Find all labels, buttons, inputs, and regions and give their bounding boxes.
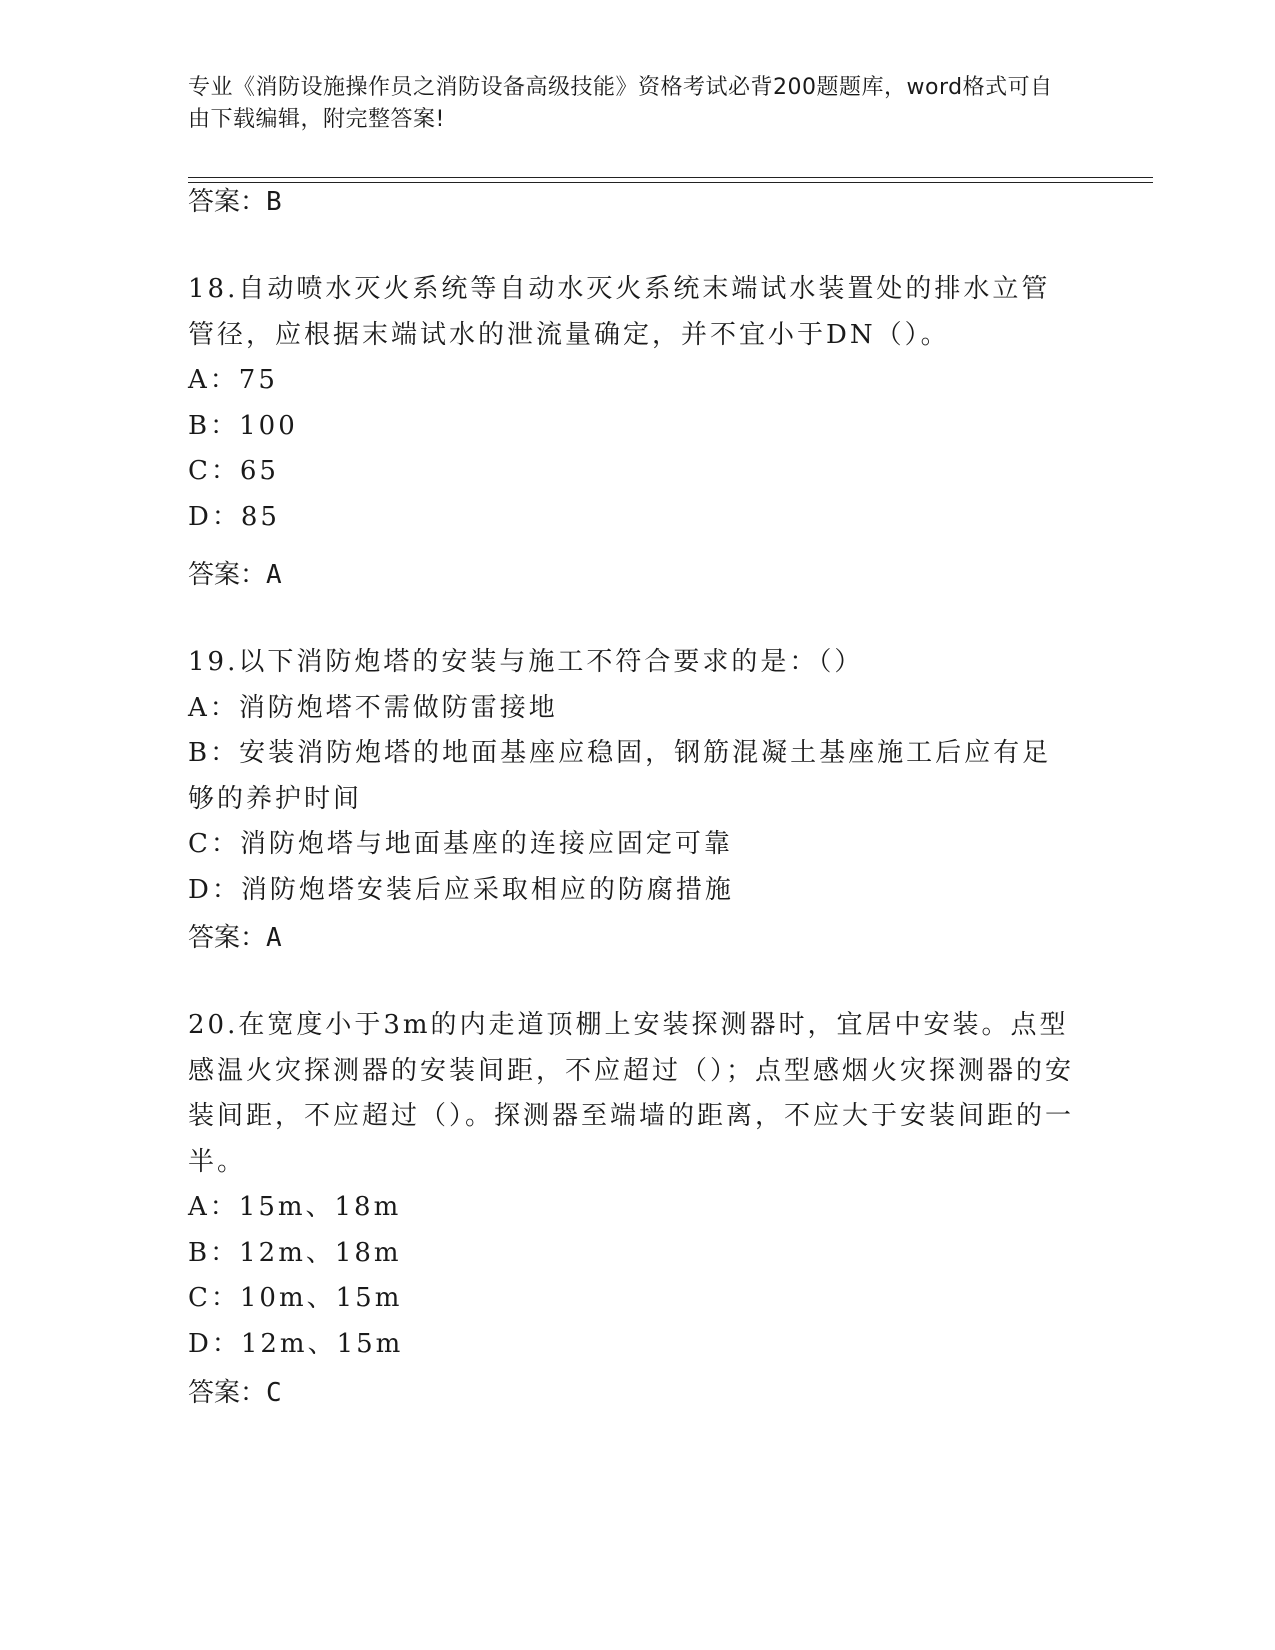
answer-value: B [266, 187, 282, 217]
question-20 [188, 1003, 1078, 1367]
header-text: 专业《消防设施操作员之消防设备高级技能》资格考试必背200题题库，word格式可自由下载编辑，附完整答案! [188, 75, 1053, 132]
header-rule-bottom [188, 182, 1153, 183]
previous-answer [188, 184, 282, 220]
answer-label: 答案： [188, 1378, 267, 1408]
question-stem: 19.以下消防炮塔的安装与施工不符合要求的是：（） [188, 647, 864, 677]
option-d: D：消防炮塔安装后应采取相应的防腐措施 [188, 874, 734, 905]
question-18-answer [188, 557, 282, 593]
option-b: B：12m、18m [188, 1237, 402, 1268]
option-d: D：12m、15m [188, 1328, 404, 1359]
answer-label: 答案： [188, 560, 267, 590]
question-19 [188, 640, 1078, 913]
question-stem: 20.在宽度小于3m的内走道顶棚上安装探测器时，宜居中安装。点型感温火灾探测器的安装间距，不应超过（）；点型感烟火灾探测器的安装间距，不应超过（）。探测器至端墙的距离，不应大于安装间距的一半。 [188, 1010, 1075, 1177]
question-stem: 18.自动喷水灭火系统等自动水灭火系统末端试水装置处的排水立管管径，应根据末端试水的泄流量确定，并不宜小于DN（）。 [188, 274, 1051, 350]
answer-label: 答案： [188, 923, 267, 953]
option-d: D：85 [188, 501, 280, 532]
page-header [188, 72, 1068, 136]
answer-label: 答案： [188, 187, 267, 217]
option-c: C：10m、15m [188, 1283, 403, 1313]
question-18 [188, 267, 1078, 540]
option-b: B：100 [188, 410, 298, 441]
question-19-answer [188, 920, 282, 956]
question-20-answer [188, 1375, 282, 1411]
option-c: C：65 [188, 456, 279, 486]
header-rule-top [188, 177, 1153, 178]
option-b: B：安装消防炮塔的地面基座应稳固，钢筋混凝土基座施工后应有足够的养护时间 [188, 738, 1052, 814]
answer-value: A [266, 560, 282, 590]
option-a: A：消防炮塔不需做防雷接地 [188, 692, 558, 723]
answer-value: C [266, 1378, 282, 1408]
option-c: C：消防炮塔与地面基座的连接应固定可靠 [188, 829, 733, 859]
answer-value: A [266, 923, 282, 953]
option-a: A：75 [188, 365, 278, 395]
option-a: A：15m、18m [188, 1192, 402, 1222]
